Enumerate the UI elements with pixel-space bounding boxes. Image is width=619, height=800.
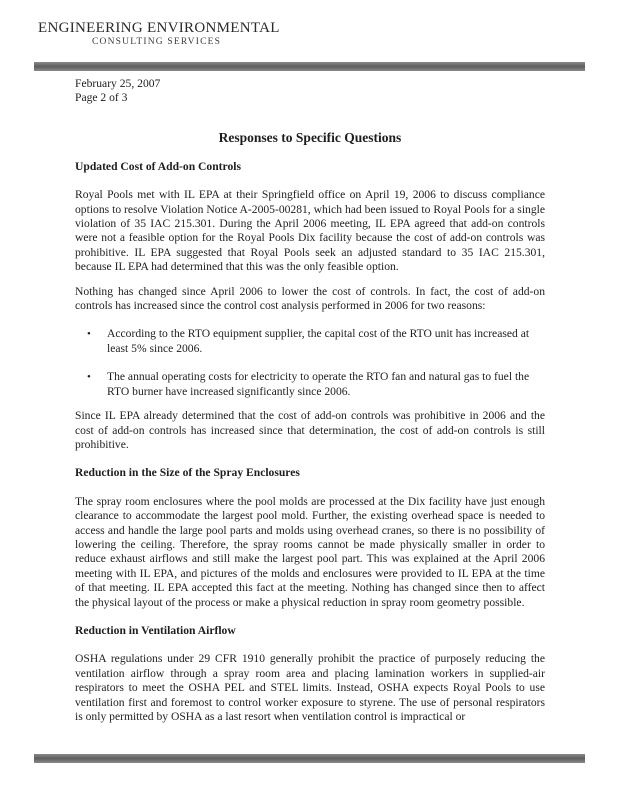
bullet-icon: •: [87, 371, 91, 384]
section-heading-ventilation: Reduction in Ventilation Airflow: [75, 623, 236, 637]
list-item-text: The annual operating costs for electricity to operate the RTO fan and natural gas to fuel the RTO burner have increased significantly since 2006.: [107, 370, 530, 398]
header-rule: [34, 62, 585, 71]
page-number: Page 2 of 3: [75, 91, 128, 105]
paragraph: Nothing has changed since April 2006 to lower the cost of controls. In fact, the cost of add-on controls has increased since the control cost analysis performed in 2006 for two reasons:: [75, 284, 545, 313]
paragraph: Royal Pools met with IL EPA at their Springfield office on April 19, 2006 to discuss compliance options to resolve Violation Notice A-2005-00281, which had been issued to Royal Pools for a single violation of 35 IAC 215.301. During the April 2006 meeting, IL EPA agreed that add-on controls were not a feasible option for the Royal Pools Dix facility because the cost of add-on controls was prohibitive. IL EPA suggested that Royal Pools seek an adjusted standard to 35 IAC 215.301, because IL EPA had determined that this was the only feasible option.: [75, 188, 545, 274]
letter-body: [75, 77, 545, 724]
paragraph: The spray room enclosures where the pool molds are processed at the Dix facility have just enough clearance to accommodate the largest pool mold. Further, the existing overhead space is needed to access and handle the large pool parts and molds using overhead cranes, so there is no possibility of lowering the ceiling. Therefore, the spray rooms cannot be made physically smaller in order to reduce exhaust airflows and still make the largest pool part. This was explained at the April 2006 meeting with IL EPA, and pictures of the molds and enclosures were provided to IL EPA at the time of that meeting. IL EPA accepted this fact at the meeting. Nothing has changed since then to affect the physical layout of the process or make a physical reduction in spray room geometry possible.: [75, 494, 545, 609]
section-heading-cost: Updated Cost of Add-on Controls: [75, 159, 241, 173]
footer-rule: [34, 754, 585, 763]
page-title: Responses to Specific Questions: [218, 129, 402, 145]
department-name: CONSULTING SERVICES: [92, 37, 222, 47]
list-item: [75, 327, 545, 356]
list-item: [75, 370, 545, 399]
letter-date: February 25, 2007: [75, 77, 161, 90]
paragraph: Since IL EPA already determined that the cost of add-on controls was prohibitive in 2006 and the cost of add-on controls has increased since that determination, the cost of add-on controls is still prohibitive.: [75, 409, 545, 451]
letterhead: [38, 21, 280, 48]
list-item-text: According to the RTO equipment supplier, the capital cost of the RTO unit has increased at least 5% since 2006.: [107, 327, 530, 355]
company-name: ENGINEERING ENVIRONMENTAL: [38, 20, 280, 36]
bullet-icon: •: [87, 328, 91, 341]
section-heading-enclosures: Reduction in the Size of the Spray Enclosures: [75, 466, 300, 480]
bullet-list: [75, 327, 545, 399]
paragraph: OSHA regulations under 29 CFR 1910 generally prohibit the practice of purposely reducing the ventilation airflow through a spray room area and placing lamination workers in supplied-air respirators to meet the OSHA PEL and STEL limits. Instead, OSHA expects Royal Pools to use ventilation first and foremost to control worker exposure to styrene. The use of personal respirators is only permitted by OSHA as a last resort when ventilation control is impractical or: [75, 652, 545, 723]
